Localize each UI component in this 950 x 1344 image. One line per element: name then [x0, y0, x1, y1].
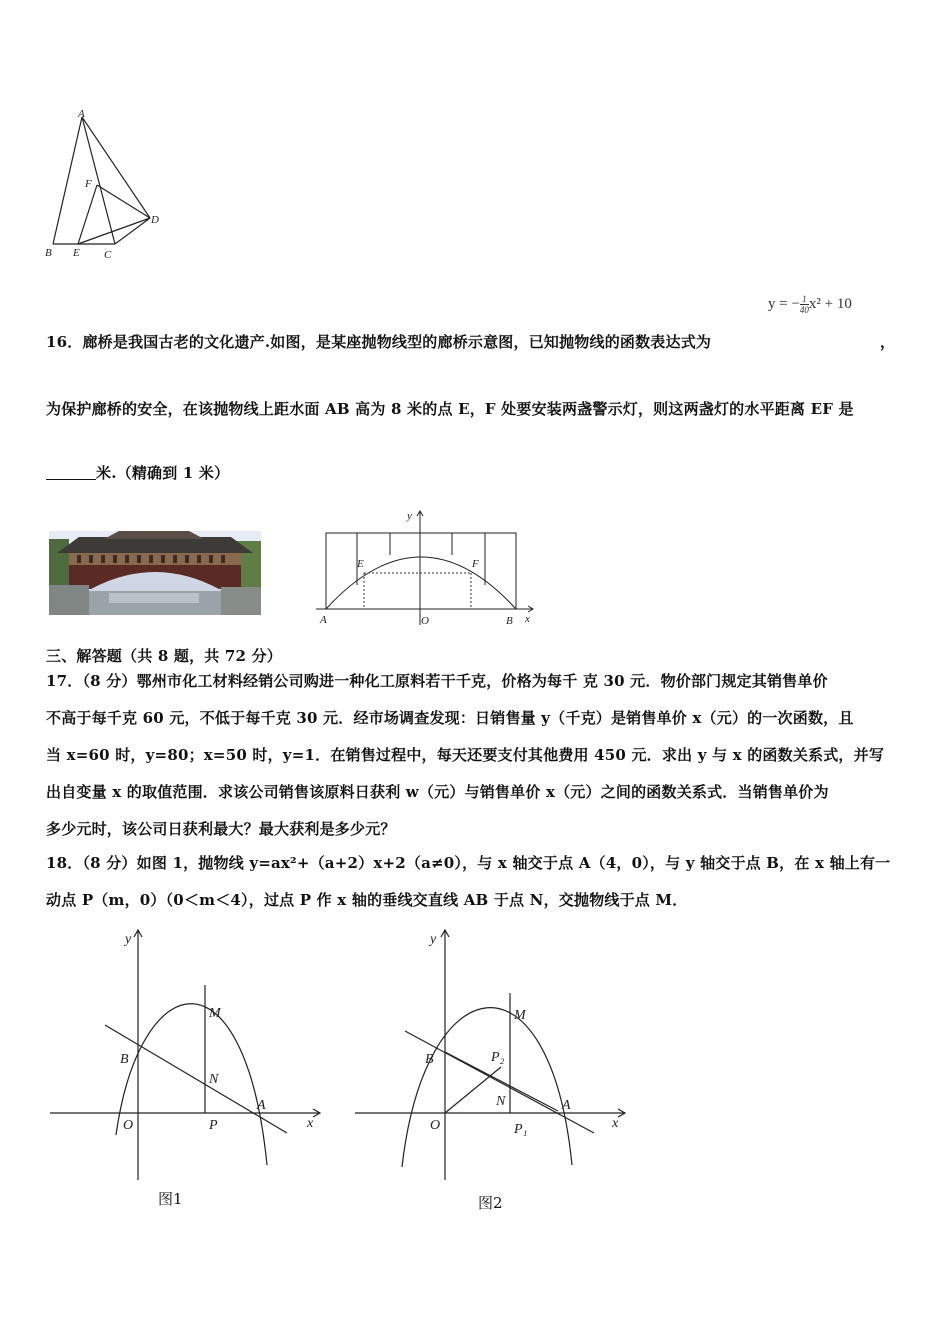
fig1-label-x: x [307, 1116, 314, 1131]
fig2-caption: 图2 [478, 1194, 503, 1212]
fig2-label-n: N [496, 1094, 506, 1109]
formula-denominator: 40 [799, 305, 809, 315]
fig1-label-m: M [209, 1006, 221, 1021]
fig1-label-o: O [123, 1118, 134, 1133]
q18-line-2: 动点 P（m，0）（0＜m＜4），过点 P 作 x 轴的垂线交直线 AB 于点 N，交抛物线于点 M． [46, 891, 688, 909]
bridge-label-b: B [506, 615, 513, 627]
q16-line-1-text: 16．廊桥是我国古老的文化遗产.如图，是某座抛物线型的廊桥示意图，已知抛物线的函数表达式为 [46, 333, 712, 351]
q16-line-2: 为保护廊桥的安全，在该抛物线上距水面 AB 高为 8 米的点 E，F 处要安装两盏警示灯，则这两盏灯的水平距离 EF 是 [46, 400, 854, 418]
bridge-label-f: F [472, 558, 479, 570]
bridge-label-o: O [421, 615, 429, 627]
fig1-label-p: P [209, 1118, 218, 1133]
q18-figure-1 [45, 925, 335, 1185]
fig2-label-x: x [612, 1116, 619, 1131]
q18-figure-2 [350, 925, 640, 1185]
fig2-label-p2: P₂ [491, 1050, 505, 1065]
bridge-label-e: E [357, 558, 364, 570]
q16-line-3-text: 米.（精确到 1 米） [96, 464, 230, 482]
triangle-label-f: F [85, 178, 92, 190]
bridge-label-y: y [407, 510, 412, 522]
bridge-diagram [313, 507, 543, 632]
formula-lhs: y = − [768, 295, 800, 312]
triangle-label-c: C [104, 249, 112, 261]
q18-line-1: 18．（8 分）如图 1，抛物线 y=ax²+（a+2）x+2（a≠0），与 x 轴交于点 A（4，0），与 y 轴交于点 B，在 x 轴上有一 [46, 854, 891, 872]
formula-rhs: x² + 10 [808, 295, 852, 312]
covered-bridge-photo [49, 531, 261, 615]
triangle-label-e: E [73, 247, 80, 259]
fig2-label-a: A [562, 1098, 571, 1113]
fig2-label-p1: P₁ [514, 1122, 528, 1137]
bridge-label-a: A [320, 614, 327, 626]
q16-line-1-comma: ， [880, 333, 896, 351]
formula-fraction [800, 294, 809, 315]
formula-numerator: 1 [800, 294, 809, 305]
q17-line-4: 出自变量 x 的取值范围．求该公司销售该原料日获利 w（元）与销售单价 x（元）之间的函数关系式．当销售单价为 [46, 783, 829, 801]
q17-line-3: 当 x=60 时，y=80；x=50 时，y=1．在销售过程中，每天还要支付其他费用 450 元．求出 y 与 x 的函数关系式，并写 [46, 746, 885, 764]
parabola-formula [768, 294, 852, 315]
fig1-caption: 图1 [158, 1190, 183, 1208]
fig2-label-o: O [430, 1118, 441, 1133]
section-title: 三、解答题（共 8 题，共 72 分） [46, 647, 283, 665]
fig1-label-a: A [257, 1098, 266, 1113]
q16-line-3 [46, 462, 229, 483]
q17-line-1: 17．（8 分）鄂州市化工材料经销公司购进一种化工原料若干千克，价格为每千 克 30 元．物价部门规定其销售单价 [46, 672, 828, 690]
fig2-label-m: M [514, 1008, 526, 1023]
triangle-label-b: B [45, 247, 52, 259]
q16-line-1 [46, 331, 711, 352]
fig2-label-b: B [425, 1052, 434, 1067]
fig1-label-y: y [125, 932, 132, 947]
bridge-label-x: x [525, 613, 530, 625]
answer-blank [46, 465, 96, 480]
q17-line-5: 多少元时，该公司日获利最大？最大获利是多少元？ [46, 820, 396, 838]
triangle-figure [40, 105, 170, 265]
q17-line-2: 不高于每千克 60 元，不低于每千克 30 元．经市场调查发现：日销售量 y（千克）是销售单价 x（元）的一次函数，且 [46, 709, 854, 727]
fig1-label-b: B [120, 1052, 129, 1067]
triangle-label-d: D [151, 214, 159, 226]
fig1-label-n: N [209, 1072, 219, 1087]
triangle-label-a: A [78, 108, 85, 120]
fig2-label-y: y [430, 932, 437, 947]
